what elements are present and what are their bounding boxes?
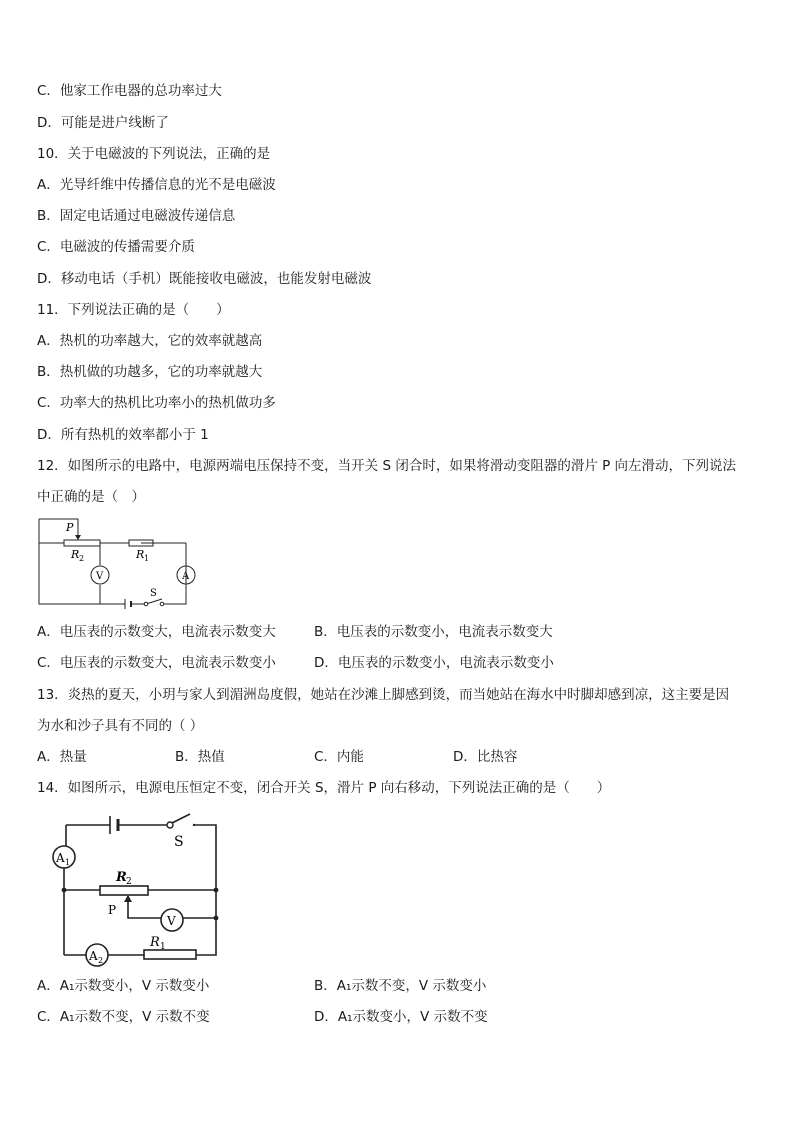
circuit-diagram-q12: [36, 515, 206, 610]
option-12b: B．电压表的示数变小，电流表示数变大: [314, 624, 553, 640]
option-13a: A．热量: [37, 749, 87, 765]
option-13c: C．内能: [314, 749, 364, 765]
question-11-stem: 11．下列说法正确的是（ ）: [37, 302, 230, 318]
option-11c: C．功率大的热机比功率小的热机做功多: [37, 395, 276, 411]
question-14-stem: 14．如图所示，电源电压恒定不变，闭合开关 S，滑片 P 向右移动，下列说法正确的是（ ）: [37, 780, 611, 796]
option-14a: A．A₁示数变小，V 示数变小: [37, 978, 210, 994]
option-13b: B．热值: [175, 749, 225, 765]
question-13-stem-cont: 为水和沙子具有不同的（ ）: [37, 718, 204, 734]
fig14-label-r1: R: [150, 935, 160, 950]
fig14-label-r2: R: [116, 870, 127, 885]
question-12-stem-cont: 中正确的是（ ）: [37, 489, 145, 505]
circuit-diagram-q14: [46, 810, 226, 970]
fig12-label-r1-sub: 1: [144, 554, 150, 563]
fig14-ammeter-a2-sub: 2: [98, 956, 104, 965]
fig14-ammeter-a2: A: [89, 949, 98, 963]
fig14-ammeter-a1: A: [56, 851, 65, 865]
option-14c: C．A₁示数不变，V 示数不变: [37, 1009, 210, 1025]
option-10c: C．电磁波的传播需要介质: [37, 239, 195, 255]
fig12-label-p: P: [66, 521, 74, 534]
fig12-label-r2-sub: 2: [79, 554, 85, 563]
question-13-stem: 13．炎热的夏天，小玥与家人到湄洲岛度假，她站在沙滩上脚感到烫，而当她站在海水中时脚却感到凉，这主要是因: [37, 687, 730, 703]
option-12c: C．电压表的示数变大，电流表示数变小: [37, 655, 276, 671]
option-12d: D．电压表的示数变小，电流表示数变小: [314, 655, 554, 671]
option-11b: B．热机做的功越多，它的功率就越大: [37, 364, 263, 380]
fig14-label-r2-sub: 2: [126, 877, 132, 887]
fig12-voltmeter: V: [96, 571, 104, 582]
fig12-label-s: S: [150, 588, 157, 599]
option-10b: B．固定电话通过电磁波传递信息: [37, 208, 236, 224]
option-9c: C．他家工作电器的总功率过大: [37, 83, 222, 99]
fig12-ammeter: A: [182, 571, 190, 582]
option-11d: D．所有热机的效率都小于 1: [37, 427, 209, 443]
question-10-stem: 10．关于电磁波的下列说法，正确的是: [37, 146, 271, 162]
question-12-stem: 12．如图所示的电路中，电源两端电压保持不变，当开关 S 闭合时，如果将滑动变阻器的滑片 P 向左滑动，下列说法: [37, 458, 737, 474]
option-14d: D．A₁示数变小，V 示数不变: [314, 1009, 488, 1025]
option-12a: A．电压表的示数变大，电流表示数变大: [37, 624, 276, 640]
fig14-label-p: P: [108, 903, 117, 917]
option-13d: D．比热容: [453, 749, 518, 765]
fig12-label-r1: R: [136, 548, 145, 561]
option-14b: B．A₁示数不变，V 示数变小: [314, 978, 487, 994]
fig14-label-s: S: [174, 834, 184, 850]
option-9d: D．可能是进户线断了: [37, 115, 169, 131]
option-11a: A．热机的功率越大，它的效率就越高: [37, 333, 263, 349]
fig14-label-r1-sub: 1: [160, 942, 166, 952]
fig14-voltmeter: V: [167, 914, 176, 928]
option-10d: D．移动电话（手机）既能接收电磁波，也能发射电磁波: [37, 271, 372, 287]
option-10a: A．光导纤维中传播信息的光不是电磁波: [37, 177, 276, 193]
fig14-ammeter-a1-sub: 1: [65, 858, 71, 867]
fig12-label-r2: R: [71, 548, 80, 561]
